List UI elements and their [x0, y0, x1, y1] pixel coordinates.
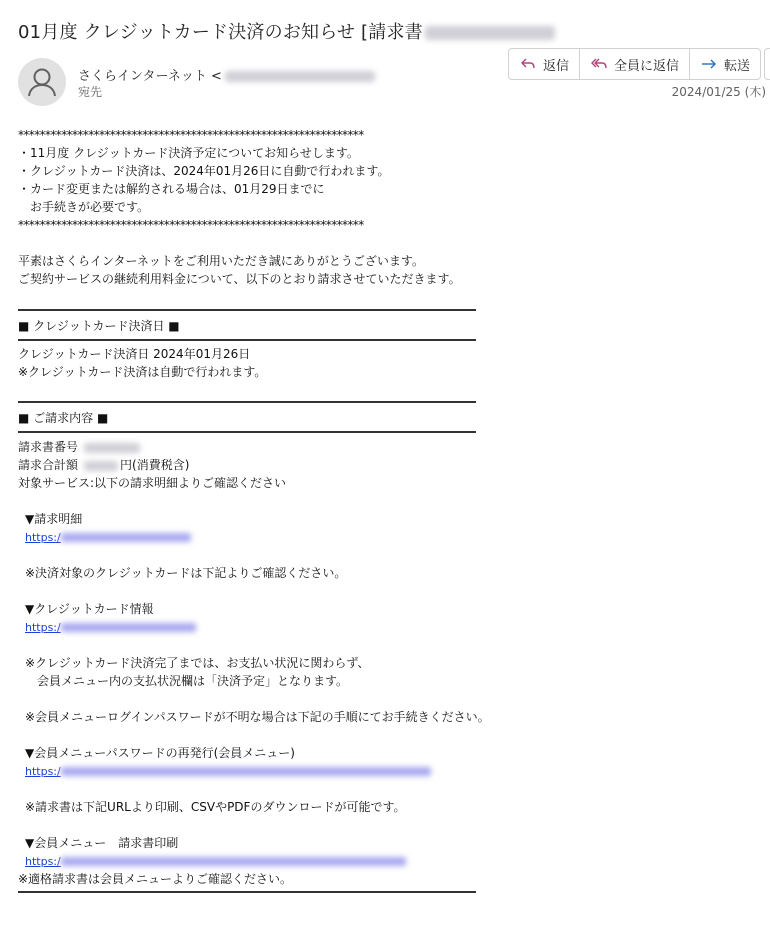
sender-avatar[interactable]: [18, 58, 66, 106]
card-check-note: ※決済対象のクレジットカードは下記よりご確認ください。: [25, 566, 347, 580]
reply-button[interactable]: [509, 49, 580, 79]
section-title-payment-date: ■ クレジットカード決済日 ■: [18, 319, 180, 333]
payment-date-line: クレジットカード決済日 2024年01月26日: [18, 347, 251, 361]
message-date: 2024/01/25 (木): [671, 85, 766, 99]
billing-detail-heading: ▼請求明細: [25, 512, 83, 526]
notice-line: ・11月度 クレジットカード決済予定についてお知らせします。: [18, 146, 359, 160]
forward-button[interactable]: [690, 49, 760, 79]
message-body: [18, 126, 498, 893]
section-title-billing: ■ ご請求内容 ■: [18, 411, 109, 425]
redacted-url: [61, 857, 406, 866]
invoice-number-label: 請求書番号: [18, 440, 79, 454]
redacted-url: [61, 623, 196, 632]
forward-label: 転送: [724, 58, 751, 74]
redacted-url: [61, 533, 191, 542]
stars-divider: ****************************************************************: [18, 218, 364, 232]
notice-line: ・カード変更または解約される場合は、01月29日までに: [18, 182, 325, 196]
section-rule: [18, 891, 476, 893]
reply-all-icon: [590, 55, 608, 73]
invoice-print-note: ※請求書は下記URLより印刷、CSVやPDFのダウンロードが可能です。: [25, 800, 406, 814]
redacted-sender-email: [225, 71, 375, 82]
sender-line[interactable]: [78, 65, 375, 84]
invoice-number-line: [18, 438, 498, 456]
card-info-link-text[interactable]: https:/: [25, 621, 61, 634]
redacted-invoice-id: [425, 26, 555, 40]
password-reissue-heading: ▼会員メニューパスワードの再発行(会員メニュー): [25, 746, 295, 760]
target-service-line: 対象サービス:以下の請求明細よりご確認ください: [18, 476, 287, 490]
card-info-heading: ▼クレジットカード情報: [25, 602, 154, 616]
payment-status-note: 会員メニュー内の支払状況欄は「決済予定」となります。: [25, 674, 349, 688]
redacted-invoice-number: [84, 443, 140, 453]
subject-text: 01月度 クレジットカード決済のお知らせ [請求書: [18, 22, 423, 43]
password-note: ※会員メニューログインパスワードが不明な場合は下記の手順にてお手続きください。: [25, 710, 490, 724]
recipient-label[interactable]: 宛先: [78, 85, 103, 99]
total-amount-label: 請求合計額: [18, 458, 79, 472]
reply-all-button[interactable]: [580, 49, 690, 79]
invoice-print-link-text[interactable]: https:/: [25, 855, 61, 868]
billing-detail-link-text[interactable]: https:/: [25, 531, 61, 544]
redacted-url: [61, 767, 431, 776]
password-reissue-link-text[interactable]: https:/: [25, 765, 61, 778]
auto-payment-note: ※クレジットカード決済は自動で行われます。: [18, 365, 267, 379]
greeting-line: ご契約サービスの継続利用料金について、以下のとおり請求させていただきます。: [18, 272, 461, 286]
person-icon: [18, 58, 66, 106]
password-reissue-link[interactable]: [18, 762, 498, 780]
sender-name: さくらインターネット <: [78, 69, 222, 84]
invoice-print-heading: ▼会員メニュー 請求書印刷: [25, 836, 179, 850]
reply-label: 返信: [543, 58, 570, 74]
email-subject: [18, 18, 555, 44]
greeting-line: 平素はさくらインターネットをご利用いただき誠にありがとうございます。: [18, 254, 424, 268]
reply-all-label: 全員に返信: [614, 58, 680, 74]
total-amount-line: [18, 456, 498, 474]
total-amount-suffix: 円(消費税含): [120, 458, 190, 472]
notice-line: ・クレジットカード決済は、2024年01月26日に自動で行われます。: [18, 164, 390, 178]
billing-detail-link[interactable]: [18, 528, 498, 546]
redacted-amount: [84, 461, 118, 471]
qualified-invoice-note: ※適格請求書は会員メニューよりご確認ください。: [18, 872, 293, 886]
invoice-print-link[interactable]: [18, 852, 498, 870]
forward-arrow-icon: [700, 55, 718, 73]
reply-icon: [519, 55, 537, 73]
message-actions: [508, 48, 761, 80]
more-actions-button[interactable]: [764, 48, 770, 80]
card-info-link[interactable]: [18, 618, 498, 636]
payment-status-note: ※クレジットカード決済完了までは、お支払い状況に関わらず、: [25, 656, 370, 670]
notice-line: お手続きが必要です。: [18, 200, 150, 214]
stars-divider: ****************************************************************: [18, 128, 364, 142]
